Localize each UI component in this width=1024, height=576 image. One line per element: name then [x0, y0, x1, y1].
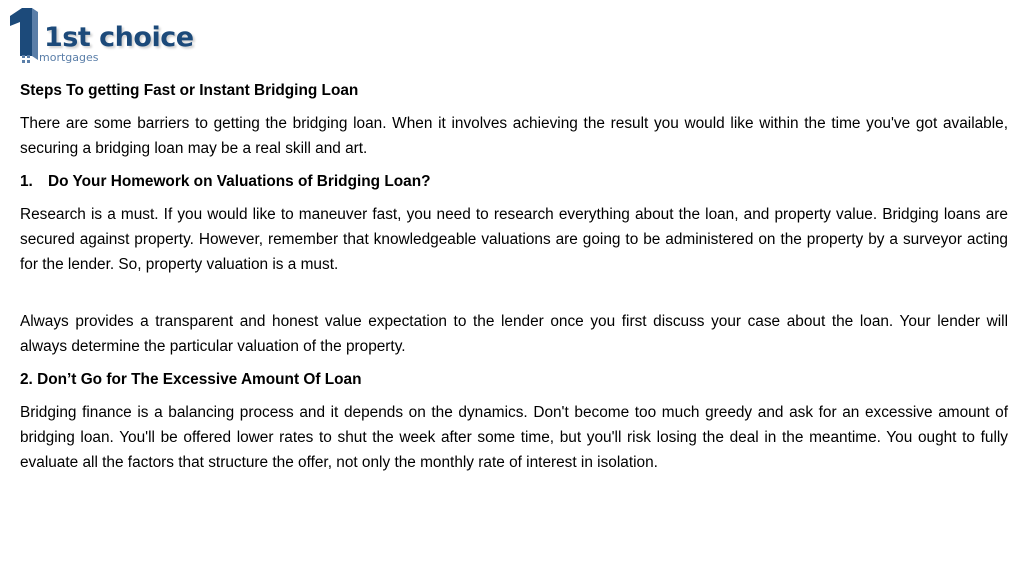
- logo-dots-icon: [22, 55, 30, 63]
- step1-heading-text: Do Your Homework on Valuations of Bridging Loan?: [48, 173, 431, 190]
- article-title: Steps To getting Fast or Instant Bridging Loan: [20, 82, 359, 99]
- step2-heading: 2. Don’t Go for The Excessive Amount Of Loan: [20, 371, 362, 388]
- logo-wordmark: 1st choice: [44, 22, 194, 53]
- company-logo: [8, 6, 213, 66]
- logo-tagline: mortgages: [39, 51, 99, 64]
- step1-paragraph-2: Always provides a transparent and honest value expectation to the lender once you first discuss your case about the loan. Your lender will always determine the particular valuation of the property.: [20, 313, 1008, 355]
- step1-paragraph-1: Research is a must. If you would like to maneuver fast, you need to research everything about the loan, and property value. Bridging loans are secured against property. However, remember that knowledgeable valuations are going to be administered on the property by a surveyor acting for the lender. So, property valuation is a must.: [20, 206, 1008, 273]
- intro-paragraph: There are some barriers to getting the bridging loan. When it involves achieving the result you would like within the time you've got available, securing a bridging loan may be a real skill and art.: [20, 115, 1008, 157]
- step1-number: 1.: [20, 173, 33, 190]
- step1-heading: [20, 169, 1008, 194]
- step2-paragraph: Bridging finance is a balancing process and it depends on the dynamics. Don't become too much greedy and ask for an excessive amount of bridging loan. You'll be offered lower rates to shut the week after some time, but you'll risk losing the deal in the meantime. You ought to fully evaluate all the factors that structure the offer, not only the monthly rate of interest in isolation.: [20, 404, 1008, 471]
- article-body: [20, 78, 1008, 475]
